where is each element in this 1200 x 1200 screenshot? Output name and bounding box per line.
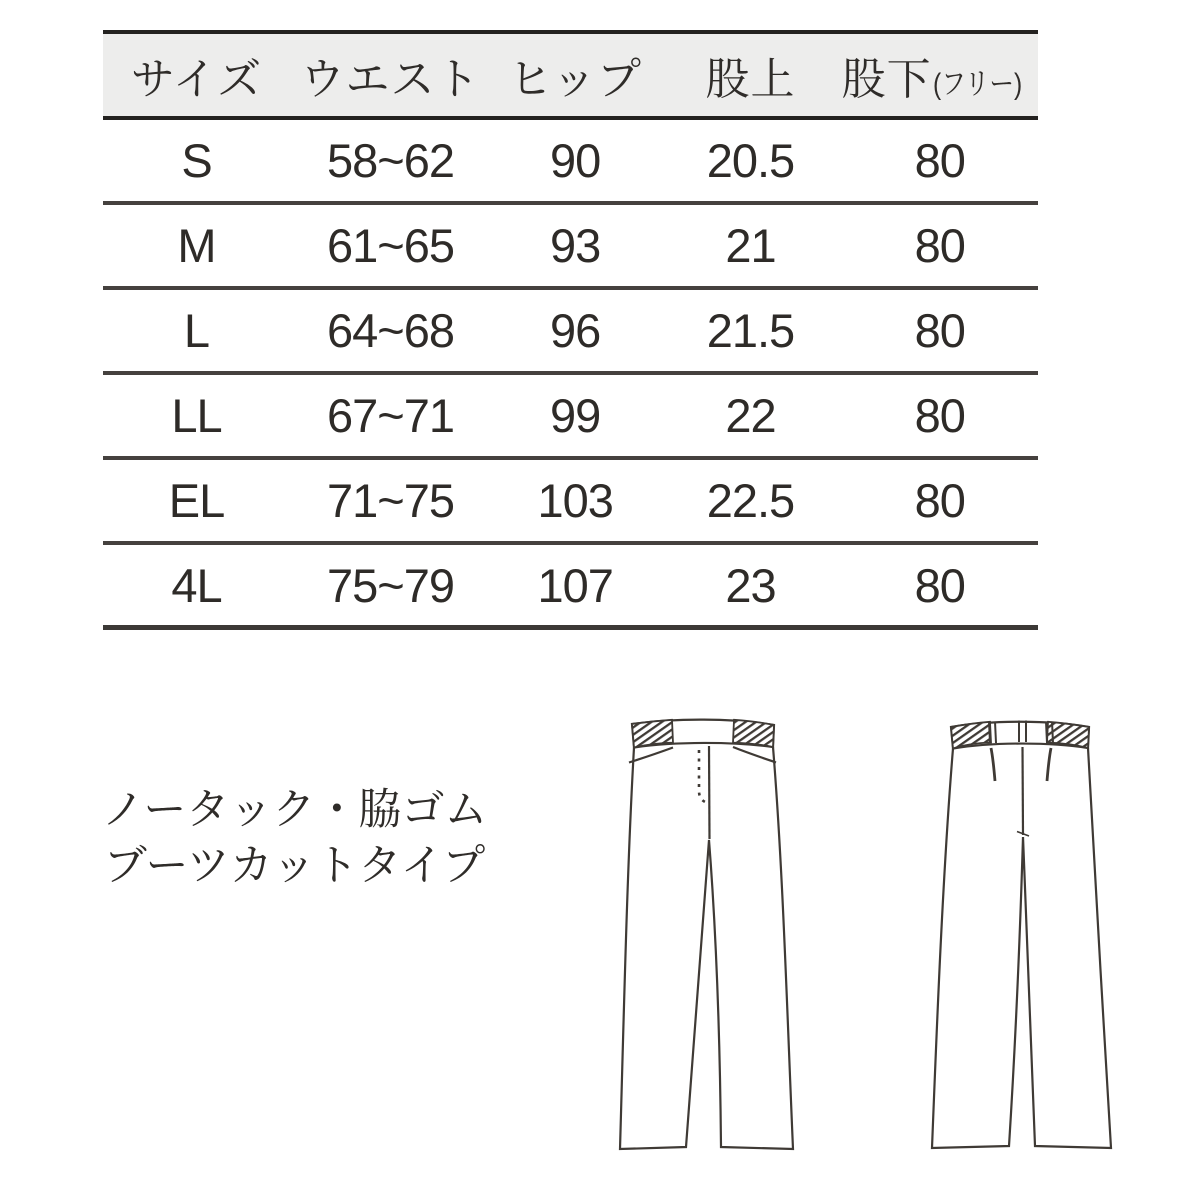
header-inseam-note: (フリー) xyxy=(932,68,1022,101)
rise-cell: 23 xyxy=(725,558,776,612)
caption-line-2: ブーツカットタイプ xyxy=(103,842,486,890)
waist-elastic-left xyxy=(632,720,673,748)
pants-front-body xyxy=(620,747,793,1149)
header-waist: ウエスト xyxy=(300,55,481,104)
inseam-cell: 80 xyxy=(914,558,965,612)
size-cell: L xyxy=(183,304,210,357)
size-table-header-row xyxy=(103,30,1038,120)
size-table xyxy=(103,30,1038,630)
hip-cell: 93 xyxy=(550,219,601,272)
pocket-line-right xyxy=(733,747,776,763)
header-size: サイズ xyxy=(130,55,263,104)
pants-front-lines xyxy=(620,720,793,1149)
size-cell: LL xyxy=(171,389,222,442)
hip-cell: 107 xyxy=(537,558,613,612)
size-cell: 4L xyxy=(171,558,222,612)
waist-cell: 61~65 xyxy=(327,219,455,272)
waist-elastic-right xyxy=(733,720,774,747)
table-row-4l xyxy=(103,545,1038,630)
inseam-cell: 80 xyxy=(914,389,965,442)
fly-stitch-dashed xyxy=(699,750,708,803)
rise-cell: 22.5 xyxy=(706,474,795,527)
size-cell: EL xyxy=(168,474,225,527)
inseam-cell: 80 xyxy=(914,134,965,187)
waist-cell: 67~71 xyxy=(327,389,455,442)
table-row-el xyxy=(103,460,1038,545)
center-front-seam xyxy=(709,746,710,839)
table-row-ll xyxy=(103,375,1038,460)
rise-cell: 20.5 xyxy=(706,134,795,187)
back-dart-right xyxy=(1047,748,1051,781)
header-hip: ヒップ xyxy=(508,55,642,104)
rise-cell: 21.5 xyxy=(706,304,795,357)
back-dart-left xyxy=(991,748,995,781)
hip-cell: 103 xyxy=(537,474,613,527)
size-cell: M xyxy=(177,219,216,272)
inseam-cell: 80 xyxy=(914,219,965,272)
waist-cell: 58~62 xyxy=(327,134,455,187)
header-inseam-label: 股下 xyxy=(841,55,932,104)
center-back-seam xyxy=(1023,747,1024,835)
pants-back-body xyxy=(932,748,1111,1148)
table-row-s xyxy=(103,120,1038,205)
waist-cell: 71~75 xyxy=(327,474,455,527)
waist-cell: 64~68 xyxy=(327,304,455,357)
hip-cell: 99 xyxy=(550,389,601,442)
header-rise: 股上 xyxy=(705,55,796,104)
pants-front-illustration xyxy=(580,690,870,1200)
pants-back-illustration xyxy=(880,690,1170,1200)
waist-cell: 75~79 xyxy=(327,558,455,612)
table-row-l xyxy=(103,290,1038,375)
hip-cell: 90 xyxy=(550,134,601,187)
inseam-cell: 80 xyxy=(914,304,965,357)
caption-line-1: ノータック・脇ゴム xyxy=(101,786,488,834)
table-row-m xyxy=(103,205,1038,290)
header-inseam xyxy=(842,43,1038,107)
pocket-line-left xyxy=(629,748,673,763)
inseam-cell: 80 xyxy=(914,474,965,527)
size-cell: S xyxy=(181,134,212,187)
rise-cell: 22 xyxy=(725,389,776,442)
pants-back-lines xyxy=(932,721,1111,1149)
style-caption xyxy=(92,782,497,894)
rise-cell: 21 xyxy=(725,219,776,272)
hip-cell: 96 xyxy=(550,304,601,357)
